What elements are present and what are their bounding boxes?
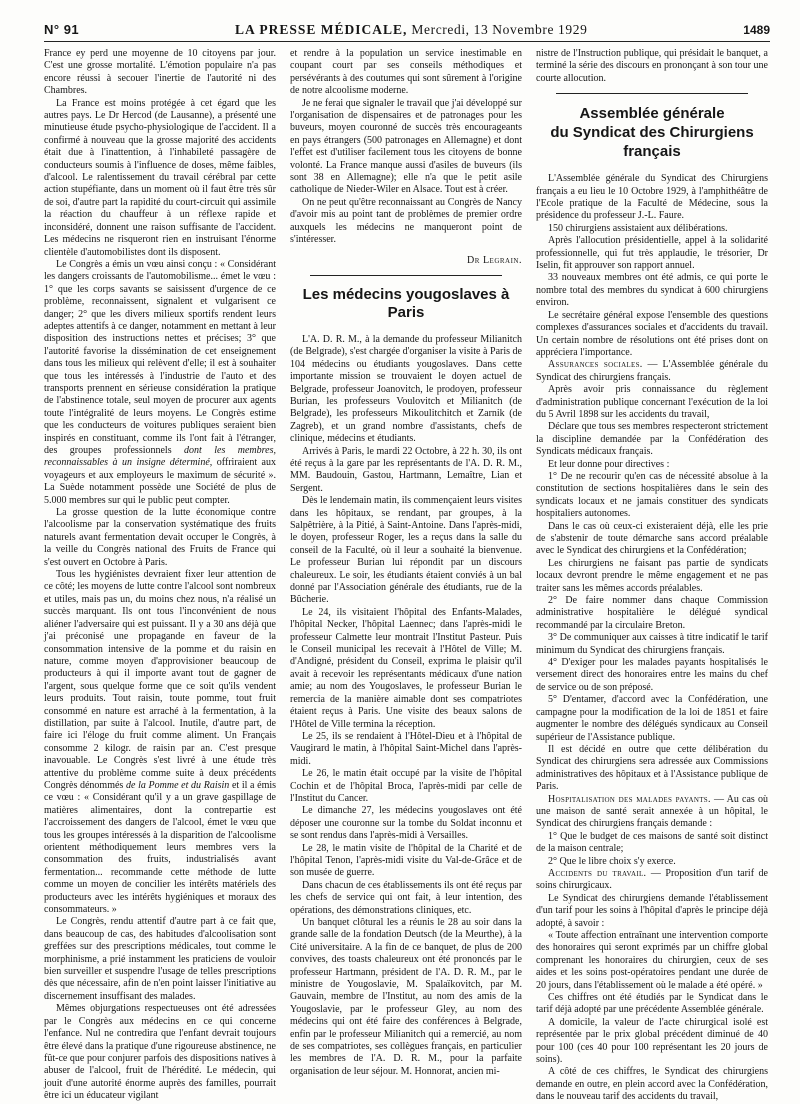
paragraph: Il est décidé en outre que cette délibération du Syndicat des chirurgiens sera adressée aux Commissions administratives des hôpitaux et à l'Assistance publique de Paris. [536,743,768,793]
paragraph: Le 26, le matin était occupé par la visite de l'hôpital Cochin et de l'hôpital Broca, l'après-midi par celle de l'Institut du Cancer. [290,768,522,804]
paragraph: Le 24, ils visitaient l'hôpital des Enfants-Malades, l'hôpital Necker, l'hôpital Laennec; dans l'après-midi le professeur Calmette leur montrait l'Institut Pasteur. Puis le Conseil municipal les recevait à l'Hôtel de Ville; M. d'Andigné, président du Conseil, exprima le plaisir qu'il avait à recevoir les représentants médicaux d'une nation amie; au nom des Yougoslaves, le professeur Burian le remercia de la manière aimable dont ses compatriotes étaient reçus à Paris. Une visite des beaux salons de l'Hôtel de Ville termina la réception. [290,606,522,730]
paragraph: France ey perd une moyenne de 10 citoyens par jour. C'est une grosse mortalité. L'émotion populaire n'a pas encore réussi à secouer l'inertie de l'autorité ni des Chambres. [44,48,276,97]
paragraph: Déclare que tous ses membres respecteront strictement la discipline demandée par la Confédération des Syndicats médicaux français. [536,421,768,458]
paragraph [44,259,276,507]
paragraph-text: Tous les hygiénistes devraient fixer leur attention de ce côté; les moyens de lutte contre l'alcool sont nombreux et utiles, mais pas un, du moins chez nous, n'a réalisé un succès marquant. Ils ont tous l'inconvénient de nous aliéner l'adversaire qui est puissant. Il y a 30 ans déjà que j'ai préconisé une propagande en faveur de la consommation intensive de la pomme et du raisin en nature, comme moyen d'approvisioner beaucoup de producteurs à qui il importe avant tout de gagner de l'argent, sous quelque forme que ce soit qu'ils vendent leurs produits. Tout raisin, toute pomme, tout fruit consommé en nature est arraché à la fermentation, à la distillation, par suite à l'alcool. Inutile, d'autre part, de faire ici l'éloge du fruit comme aliment. Un Français consomme 2 kilogr. de raisin par an. C'est presque inavouable. Le Congrès s'est livré à une étude très attentive du problème comme suite à deux précédents Congrès dénommés [44,569,276,791]
paragraph-emphasis: dont les membres, reconnaissables à un insigne déterminé, [44,445,276,469]
paragraph: « Toute affection entraînant une intervention comporte des honoraires qui seront exprimés par un chiffre global comprenant les honoraires du chirurgien, ceux de ses aides et les soins post-opératoires pendant une durée de 20 jours, dans l'établissement où le malade a été opéré. » [536,930,768,991]
paragraph: Arrivés à Paris, le mardi 22 Octobre, à 22 h. 30, ils ont été reçus à la gare par les représentants de l'A. D. R. M., MM. Baudouin, Gastou, Hartmann, Lemaître, Lian et Sergent. [290,445,522,494]
paragraph-text: — Proposition d'un tarif de soins chirurgicaux. [536,867,768,892]
paragraph: Le Congrès, rendu attentif d'autre part à ce fait que, dans beaucoup de cas, des habitudes d'alcoolisation sont greffées sur des prescriptions médicales, tout comme le morphinisme, a prié instamment les praticiens de vouloir bien surveiller et suspendre l'usage de telles prescriptions dès que nécessaire, afin de n'en point laisser l'initiative au discernement insuffisant des malades. [44,916,276,1002]
paragraph: 2° Que le libre choix s'y exerce. [548,855,676,867]
paragraph: et rendre à la population un service inestimable en coupant court par ses conseils méthodiques et persévérants à des coutumes qui sont sûrement à l'origine de notre alcoolisme moderne. [290,48,522,97]
article-title: Les médecins yougoslaves à Paris [302,285,510,321]
paragraph: La grosse question de la lutte économique contre l'alcoolisme par la conservation systématique des fruits naturels avant fermentation devait occuper le Congrès, à la veille du Congrès national des Fruits de France qui s'est ouvert en Octobre à Paris. [44,507,276,568]
paragraph: 150 chirurgiens assistaient aux délibérations. [548,222,728,234]
paragraph: Après avoir pris connaissance du règlement d'administration publique concernant l'exécution de la loi du 5 Avril 1898 sur les accidents du travail, [536,384,768,420]
paragraph: Le secrétaire général expose l'ensemble des questions complexes d'assurances sociales et d'accidents du travail. Un certain nombre de résolutions ont été prises dont on appréciera l'importance. [536,309,768,358]
paragraph: Un banquet clôtural les a réunis le 28 au soir dans la grande salle de la fondation Deutsch (de la Meurthe), à la Cité universitaire. A la fin de ce banquet, de plus de 200 convives, des toasts chaleureux ont été prononcés par le professeur Hartmann, président de l'A. D. R. M., par le ministre de Yougoslavie, M. Spalaïkovitch, par M. Gauvain, membre de l'Institut, au nom des amis de la Yougoslavie, par le professeur Gley, au nom des médecins qui ont été faire des conférences à Belgrade, enfin par le professeur Milianitch qui a remercié, au nom de ses compatriotes, ses collègues français, en particulier les membres de l'A. D. R. M., pour la parfaite organisation de leur séjour. M. Honnorat, ancien mi- [290,917,522,1077]
paragraph: Mêmes objurgations respectueuses ont été adressées par le Congrès aux médecins en ce qui concerne l'enfance. Nul ne contredira que l'enfant devrait toujours être élevé dans la pratique d'une rigoureuse abstinence, ne fût-ce que pour conjurer parfois des dispositions natives à abuser de l'alcool, fruit de l'hérédité. Le médecin, qui jouit d'une autorité énorme auprès des familles, pourrait être ici un éducateur vigilant [44,1003,276,1102]
paragraph: nistre de l'Instruction publique, qui présidait le banquet, a terminé la série des discours en prononçant à son tour une courte allocution. [536,48,768,84]
paragraph: 5° D'entamer, d'accord avec la Confédération, une campagne pour la modification de la loi de 1851 et faire augmenter le nombre des délégués syndicaux au Conseil supérieur de l'Assistance publique. [536,694,768,743]
paragraph: Les chirurgiens ne faisant pas partie de syndicats locaux devront prendre le même engagement et ne pas traiter sans les mêmes accords préalables. [536,557,768,594]
section-heading: Assurances sociales. [548,359,643,371]
section-divider [310,275,502,276]
section-heading: Hospitalisation des malades payants. [548,793,711,805]
journal-name: LA PRESSE MÉDICALE, [235,22,408,37]
paragraph: Le dimanche 27, les médecins yougoslaves ont été déposer une couronne sur la tombe du Soldat inconnu et se sont rendus dans l'après-midi à Versailles. [290,805,522,842]
paragraph: Dans le cas où ceux-ci existeraient déjà, elle les prie de s'abstenir de toute démarche sans accord préalable avec le Syndicat des chirurgiens et la Confédération; [536,520,768,557]
paragraph: 3° De communiquer aux caisses à titre indicatif le tarif minimum du Syndicat des chirurgiens français. [536,632,768,656]
paragraph: Je ne ferai que signaler le travail que j'ai développé sur l'organisation de dispensaires et de patronages pour les buveurs, moyen couronné de succès très encourageants en pays étrangers (500 patronages en Allemagne) et dont l'effet est d'utiliser facilement tous les citoyens de bonne volonté. La France manque aussi d'asiles de buveurs (ils sont 38 en Allemagne); elle n'a que le petit asile catholique de Nieder-Wiler en Alsace. Tout est à créer. [290,97,522,196]
paragraph: 33 nouveaux membres ont été admis, ce qui porte le nombre total des membres du syndicat à 600 chirurgiens environ. [536,272,768,309]
paragraph: L'A. D. R. M., à la demande du professeur Milianitch (de Belgrade), s'est chargée d'organiser la visite à Paris de 104 médecins ou étudiants yougoslaves. Dans cette importante mission se trouvaient le doyen actuel de Belgrade, professeur Joanovitch, le prodoyen, professeur Burian, les professeurs Voulovitch et Milianitch (de Belgrade), les professeurs Mikoulitchitch et Zarnik (de Zagreb), et un grand nombre d'assistants, chefs de clinique, médecins et étudiants. [290,333,522,445]
column-3 [536,48,769,1103]
paragraph: A domicile, la valeur de l'acte chirurgical isolé est représentée par le prix global précédent diminué de 40 pour 100 (ces 40 pour 100 représentant les 20 jours de soins). [536,1016,768,1066]
paragraph-text: offriraient aux voyageurs et aux employeurs le maximum de sécurité ». La Suède notamment possède une Société de plus de 5.000 membres sur qui le public peut compter. [44,457,276,506]
issue-number: N° 91 [44,22,80,37]
paragraph: 1° De ne recourir qu'en cas de nécessité absolue à la constitution de sections hospitalières dans le sein des syndicats locaux et ne jamais constituer des syndicats hospitaliers autonomes. [536,470,768,520]
paragraph: On ne peut qu'être reconnaissant au Congrès de Nancy d'avoir mis au point tant de problèmes de premier ordre auxquels les médecins ne manqueront point de s'intéresser. [290,196,522,246]
column-2 [290,48,522,1077]
paragraph: La France est moins protégée à cet égard que les autres pays. Le Dr Hercod (de Lausanne), a présenté une minutieuse étude psycho-physiologique de l'accident. Il a confirmé à nouveau que la grosse majorité des accidents était due à l'inattention, à l'inhabileté passagère de conducteurs soumis à l'influence de doses, même faibles, d'alcool. Le ralentissement du travail cérébral par cette action stupéfiante, dans un moment où il faut être très sûr de soi, d'autre part la rapidité du court-circuit qui assimile la réaction du chauffeur à un réflexe rapide et inconsidéré, donnent une raison suffisante de l'accident. Les médecins ne risqueront rien en instruisant l'énorme clientèle d'automobilistes dont ils disposent. [44,97,276,258]
article-title-line: Assemblée générale [579,105,725,123]
paragraph-emphasis: de la Pomme et du Raisin [126,779,230,791]
section-heading: Accidents du travail. [548,867,647,879]
paragraph: 2° De faire nommer dans chaque Commission administrative hospitalière le délégué syndical recommandé par la circulaire Breton. [536,595,768,631]
article-title [536,104,768,161]
paragraph [536,868,768,893]
journal-masthead [235,22,587,38]
paragraph: A côté de ces chiffres, le Syndicat des chirurgiens demande en outre, en plein accord avec la Confédération, dans le nouveau tarif des accidents du travail, [536,1066,768,1103]
paragraph-text: Le Congrès a émis un vœu ainsi conçu : « Considérant les dangers croissants de l'automobilisme... émet le vœu : 1° que les corps savants se saisissent d'urgence de ce problème, reconnaissent, signalent et vulgarisent ce danger; 2° que les divers milieux sportifs rendent leurs adeptes attentifs à ce danger, notamment en mettant à leur disposition des instructions nettes et précises; 3° que l'autorité favorise la dissémination de cet enseignement dans tous les milieux qui relèvent d'elle; il est à souhaiter que tous les intéressés à l'industrie de l'auto et des transports prennent en sérieuse considération la pratique de l'abstinence totale, seul moyen de procurer aux agents toute l'intégralité de leurs moyens. Le Congrès estime que les conducteurs de voitures publiques seraient bien inspirés en constituant, comme ils l'ont fait à l'étranger, des groupes professionnels [44,258,276,456]
paragraph [536,359,768,384]
text-columns [44,48,770,1103]
issue-date: Mercredi, 13 Novembre 1929 [411,22,588,37]
paragraph: Le 25, ils se rendaient à l'Hôtel-Dieu et à l'hôpital de Vaugirard le matin, à l'hôpital Saint-Michel dans l'après-midi. [290,730,522,767]
paragraph-text: — Au cas où une maison de santé serait annexée à un hôpital, le Syndicat des chirurgiens français demande : [536,793,768,830]
paragraph: Après l'allocution présidentielle, appel à la solidarité professionnelle, qui fut très applaudie, le trésorier, Dr Iselin, fit approuver son rapport annuel. [536,235,768,272]
page-header [44,22,770,42]
paragraph [536,794,768,831]
paragraph: Dans chacun de ces établissements ils ont été reçus par les chefs de service qui ont fait, à leur intention, des opérations, des démonstrations cliniques, etc. [290,879,522,916]
column-1 [44,48,277,1102]
paragraph [44,569,276,916]
paragraph: Ces chiffres ont été étudiés par le Syndicat dans le tarif déjà adopté par une précédente Assemblée générale. [536,992,768,1016]
section-divider [556,93,748,94]
paragraph: Le 28, le matin visite de l'hôpital de la Charité et de l'hôpital Tenon, l'après-midi visite du Val-de-Grâce et de son musée de guerre. [290,842,522,879]
paragraph-text: — L'Assemblée générale du Syndicat des chirurgiens français. [536,359,769,383]
paragraph: 4° D'exiger pour les malades payants hospitalisés le versement direct des honoraires entre les mains du chef de service ou de son préposé. [536,657,768,693]
paragraph: Dès le lendemain matin, ils commençaient leurs visites dans les hôpitaux, se rendant, par groupes, à la Salpêtrière, à la Pitié, à Saint-Antoine. Dans l'après-midi, le doyen, professeur Roger, les a reçus dans la salle du conseil de la Faculté, où il leur a souhaité la bienvenue. Le professeur Burian lui répondit par un discours chaleureux. Le soir, les étudiants étaient conviés à un bal donné par l'Association générale des étudiants, rue de la Bûcherie. [290,495,522,606]
article-signature: Dr Legrain. [467,254,522,266]
paragraph-text: et il a émis ce vœu : « Considérant qu'il y a un grave gaspillage de matières alimentaires, dont la contrepartie est l'accroissement des dangers de l'alcool, émet le vœu que tous les groupes intéressés à la disparition de l'alcoolisme orientent méthodiquement leurs membres vers la consommation des fruits, industrialisés avant fermentation... recommande cette méthode de lutte comme un moyen de concilier les intérêts matériels des producteurs avec les intérêts hygiéniques et moraux des consommateurs. » [44,779,277,916]
paragraph: Et leur donne pour directives : [548,458,670,470]
article-title-line: du Syndicat des Chirurgiens français [550,124,754,161]
paragraph: L'Assemblée générale du Syndicat des Chirurgiens français a eu lieu le 10 Octobre 1929, à l'amphithéâtre de l'Ecole pratique de la Faculté de Médecine, sous la présidence du professeur J.-L. Faure. [536,173,768,222]
page-number: 1489 [743,23,770,37]
paragraph: Le Syndicat des chirurgiens demande l'établissement d'un tarif pour les soins à l'hôpital d'après le principe déjà adopté, à savoir : [536,892,768,929]
paragraph: 1° Que le budget de ces maisons de santé soit distinct de la maison centrale; [536,830,768,855]
